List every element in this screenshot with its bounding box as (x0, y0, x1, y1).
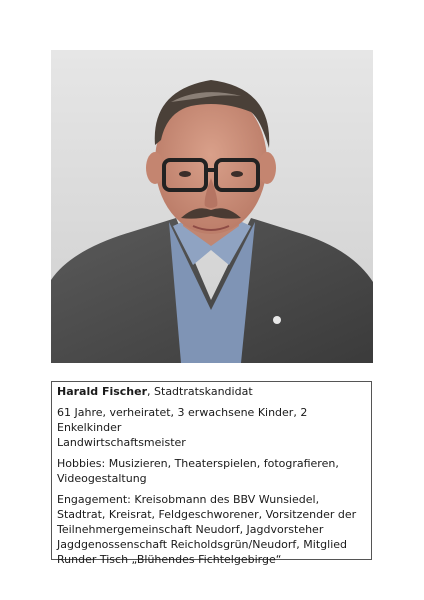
engagement-text: Engagement: Kreisobmann des BBV Wunsiedel, Stadtrat, Kreisrat, Feldgeschworener, Vorsitzender der Teilnehmergemeinschaft Neudorf, Jagdvorsteher Jagdgenossenschaft Reicholdsgrün/Neudorf, Mitglied Runder Tisch „Blühendes Fichtelgebirge“ (57, 493, 357, 566)
candidate-info-box (51, 381, 372, 566)
name-line (57, 384, 363, 399)
personal-details (57, 405, 363, 450)
portrait-photo (51, 50, 373, 363)
age-family-text: 61 Jahre, verheiratet, 3 erwachsene Kinder, 2 Enkelkinder (57, 406, 308, 434)
candidate-role: , Stadtratskandidat (147, 385, 253, 398)
profession-text: Landwirtschaftsmeister (57, 436, 186, 449)
portrait-illustration (51, 50, 373, 363)
hobbies-text: Hobbies: Musizieren, Theaterspielen, fotografieren, Videogestaltung (57, 457, 339, 485)
candidate-name: Harald Fischer (57, 385, 148, 398)
